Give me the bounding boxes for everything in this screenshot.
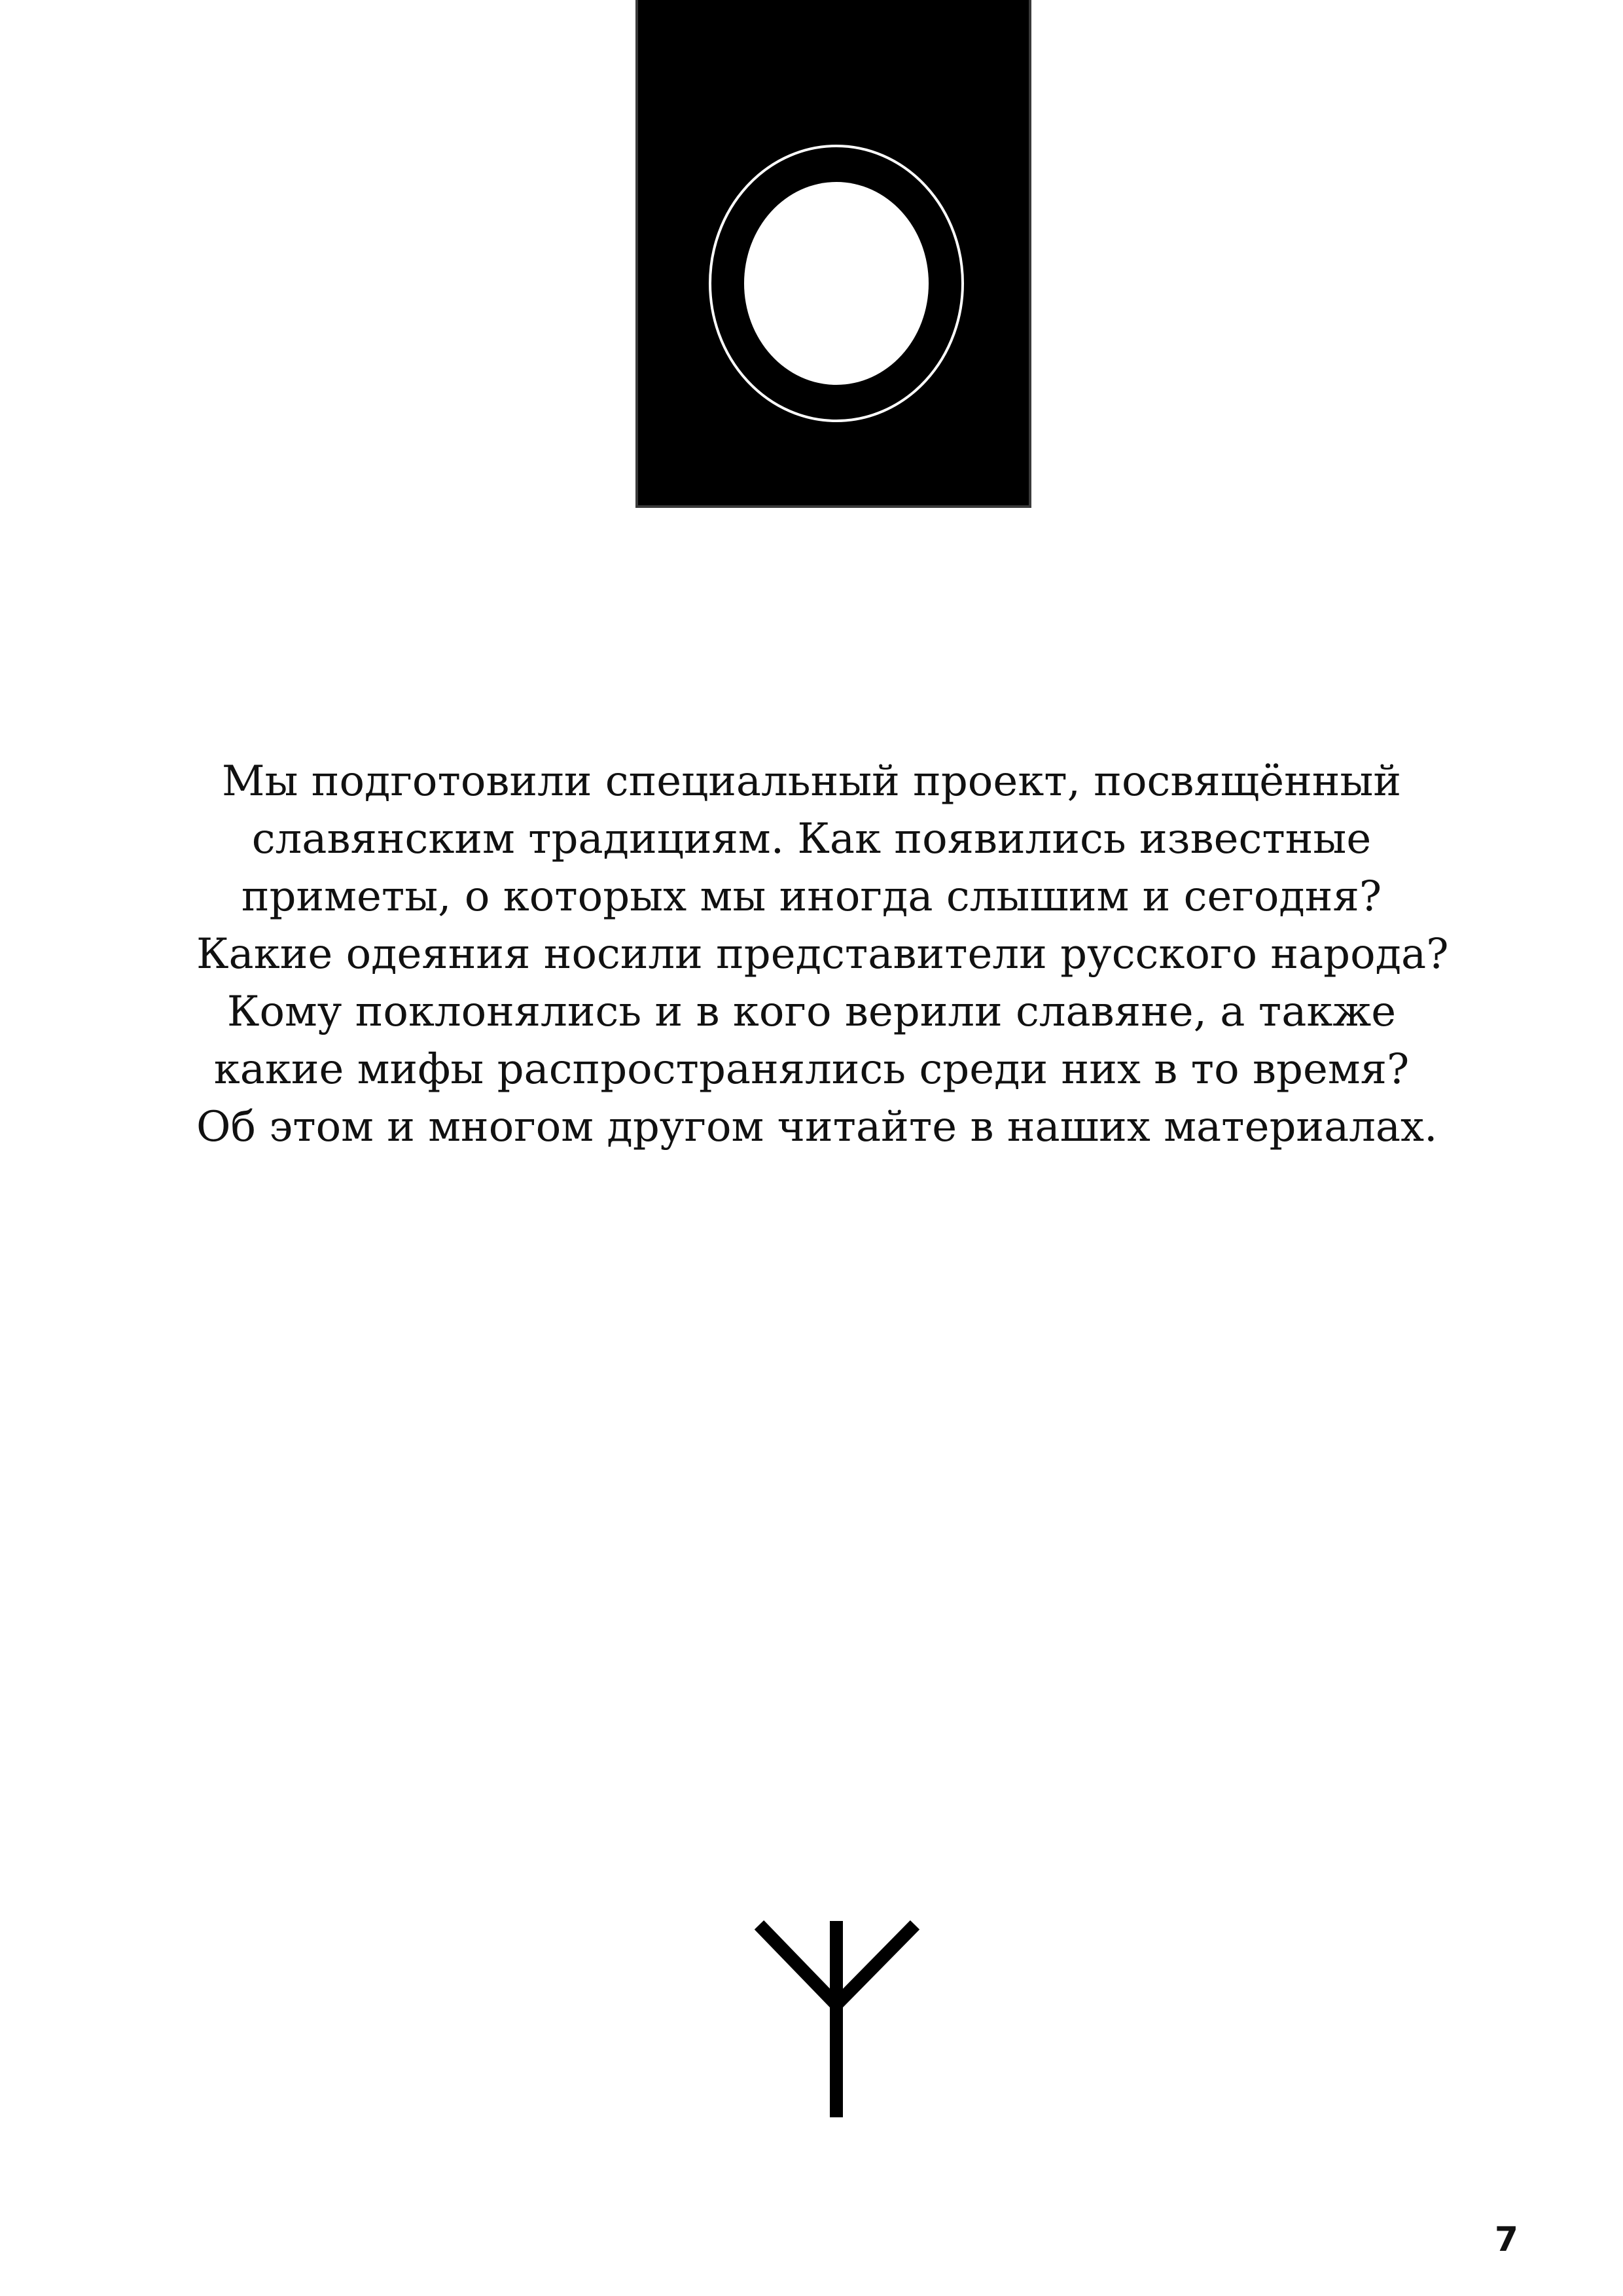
- intro-text: [196, 753, 1449, 1156]
- inner-circle: [744, 182, 929, 385]
- algiz-rune-icon: [753, 1914, 923, 2124]
- ring-with-dot-icon: [638, 0, 1034, 508]
- intro-line: Кому поклонялись и в кого верили славяне, а также: [226, 988, 1397, 1036]
- intro-line: какие мифы распространялись среди них в то время?: [213, 1045, 1410, 1094]
- top-banner: [635, 0, 1031, 508]
- intro-line: приметы, о которых мы иногда слышим и сегодня?: [241, 872, 1382, 921]
- intro-line: Мы подготовили специальный проект, посвящённый: [221, 757, 1402, 806]
- intro-line: Об этом и многом другом читайте в наших материалах.: [196, 1103, 1438, 1151]
- intro-line: Какие одеяния носили представители русского народа?: [196, 930, 1449, 978]
- page-number: 7: [1494, 2220, 1518, 2259]
- intro-line: славянским традициям. Как появились известные: [251, 815, 1372, 863]
